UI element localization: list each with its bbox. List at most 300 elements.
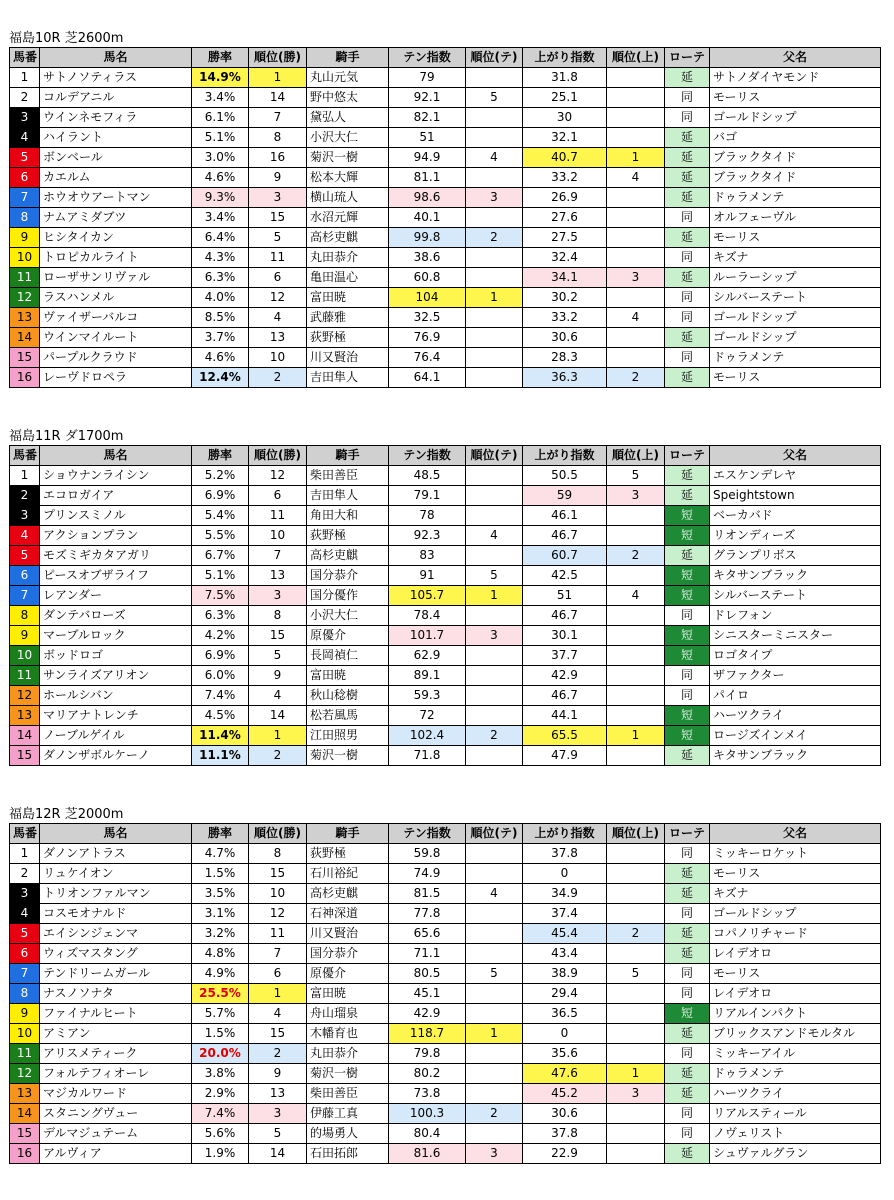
sire-cell: キズナ xyxy=(710,248,881,268)
rotation-cell: 短 xyxy=(665,706,710,726)
agari-rank-cell xyxy=(607,686,665,706)
horse-name-cell: ナスノソナタ xyxy=(40,984,192,1004)
horse-number-cell: 11 xyxy=(10,268,40,288)
race-title: 福島10R 芝2600m xyxy=(9,31,124,46)
horse-number-cell: 8 xyxy=(10,984,40,1004)
horse-name-cell: ハイラント xyxy=(40,128,192,148)
sire-cell: レイデオロ xyxy=(710,944,881,964)
agari-rank-cell xyxy=(607,706,665,726)
sire-cell: パイロ xyxy=(710,686,881,706)
agari-index-cell: 30.2 xyxy=(523,288,607,308)
agari-rank-cell xyxy=(607,208,665,228)
horse-number-cell: 4 xyxy=(10,904,40,924)
jockey-cell: 柴田善臣 xyxy=(307,1084,389,1104)
jockey-cell: 角田大和 xyxy=(307,506,389,526)
win-rank-cell: 12 xyxy=(249,288,307,308)
agari-rank-cell: 5 xyxy=(607,466,665,486)
agari-index-cell: 37.4 xyxy=(523,904,607,924)
horse-name-cell: エイシンジェンマ xyxy=(40,924,192,944)
win-rate-cell: 7.4% xyxy=(192,1104,249,1124)
ten-rank-cell: 1 xyxy=(466,586,523,606)
ten-index-cell: 77.8 xyxy=(389,904,466,924)
rotation-cell: 同 xyxy=(665,904,710,924)
ten-rank-cell: 2 xyxy=(466,1104,523,1124)
win-rank-cell: 14 xyxy=(249,1144,307,1164)
ten-rank-cell: 5 xyxy=(466,566,523,586)
agari-index-cell: 60.7 xyxy=(523,546,607,566)
win-rank-cell: 13 xyxy=(249,566,307,586)
ten-rank-cell xyxy=(466,646,523,666)
win-rate-cell: 6.0% xyxy=(192,666,249,686)
win-rate-cell: 5.7% xyxy=(192,1004,249,1024)
horse-number-cell: 2 xyxy=(10,864,40,884)
jockey-cell: 武藤雅 xyxy=(307,308,389,328)
horse-name-cell: スタニングヴュー xyxy=(40,1104,192,1124)
rotation-cell: 延 xyxy=(665,1064,710,1084)
ten-rank-cell xyxy=(466,368,523,388)
ten-index-cell: 38.6 xyxy=(389,248,466,268)
sire-cell: シルバーステート xyxy=(710,288,881,308)
win-rate-cell: 4.9% xyxy=(192,964,249,984)
ten-index-cell: 51 xyxy=(389,128,466,148)
horse-name-cell: ホールシバン xyxy=(40,686,192,706)
horse-number-cell: 12 xyxy=(10,1064,40,1084)
table-row xyxy=(10,128,881,148)
jockey-cell: 荻野極 xyxy=(307,526,389,546)
horse-name-cell: ショウナンライシン xyxy=(40,466,192,486)
horse-number-cell: 6 xyxy=(10,566,40,586)
sire-cell: モーリス xyxy=(710,228,881,248)
horse-name-cell: ホウオウアートマン xyxy=(40,188,192,208)
rotation-cell: 延 xyxy=(665,148,710,168)
col-header-agari-index: 上がり指数 xyxy=(523,824,607,844)
horse-number-cell: 1 xyxy=(10,68,40,88)
ten-rank-cell xyxy=(466,746,523,766)
jockey-cell: 吉田隼人 xyxy=(307,486,389,506)
agari-rank-cell xyxy=(607,984,665,1004)
agari-index-cell: 31.8 xyxy=(523,68,607,88)
ten-rank-cell xyxy=(466,606,523,626)
win-rank-cell: 3 xyxy=(249,188,307,208)
win-rank-cell: 15 xyxy=(249,864,307,884)
agari-rank-cell xyxy=(607,746,665,766)
agari-index-cell: 30.6 xyxy=(523,1104,607,1124)
jockey-cell: 木幡育也 xyxy=(307,1024,389,1044)
horse-number-cell: 1 xyxy=(10,844,40,864)
table-row xyxy=(10,566,881,586)
win-rank-cell: 6 xyxy=(249,486,307,506)
ten-index-cell: 73.8 xyxy=(389,1084,466,1104)
agari-rank-cell: 4 xyxy=(607,168,665,188)
jockey-cell: 富田暁 xyxy=(307,288,389,308)
horse-number-cell: 9 xyxy=(10,228,40,248)
sire-cell: キタサンブラック xyxy=(710,746,881,766)
ten-index-cell: 64.1 xyxy=(389,368,466,388)
col-header-win-rate: 勝率 xyxy=(192,824,249,844)
horse-number-cell: 16 xyxy=(10,368,40,388)
jockey-cell: 水沼元輝 xyxy=(307,208,389,228)
horse-number-cell: 1 xyxy=(10,466,40,486)
agari-index-cell: 36.5 xyxy=(523,1004,607,1024)
win-rate-cell: 4.2% xyxy=(192,626,249,646)
ten-index-cell: 62.9 xyxy=(389,646,466,666)
ten-rank-cell: 4 xyxy=(466,884,523,904)
jockey-cell: 国分優作 xyxy=(307,586,389,606)
agari-index-cell: 38.9 xyxy=(523,964,607,984)
table-row xyxy=(10,1104,881,1124)
win-rate-cell: 6.3% xyxy=(192,268,249,288)
win-rate-cell: 4.6% xyxy=(192,348,249,368)
win-rate-cell: 5.4% xyxy=(192,506,249,526)
ten-rank-cell xyxy=(466,706,523,726)
jockey-cell: 丸田恭介 xyxy=(307,1044,389,1064)
ten-index-cell: 71.1 xyxy=(389,944,466,964)
win-rate-cell: 5.1% xyxy=(192,566,249,586)
table-row xyxy=(10,248,881,268)
table-row xyxy=(10,646,881,666)
win-rate-cell: 6.9% xyxy=(192,486,249,506)
ten-rank-cell: 3 xyxy=(466,188,523,208)
horse-number-cell: 3 xyxy=(10,108,40,128)
win-rank-cell: 12 xyxy=(249,904,307,924)
table-row xyxy=(10,268,881,288)
rotation-cell: 短 xyxy=(665,566,710,586)
sire-cell: ゴールドシップ xyxy=(710,308,881,328)
agari-rank-cell xyxy=(607,944,665,964)
col-header-sire: 父名 xyxy=(710,824,881,844)
agari-rank-cell xyxy=(607,646,665,666)
table-row xyxy=(10,924,881,944)
jockey-cell: 石神深道 xyxy=(307,904,389,924)
horse-name-cell: ラスハンメル xyxy=(40,288,192,308)
rotation-cell: 短 xyxy=(665,526,710,546)
ten-index-cell: 81.6 xyxy=(389,1144,466,1164)
horse-number-cell: 8 xyxy=(10,208,40,228)
agari-rank-cell xyxy=(607,288,665,308)
win-rank-cell: 6 xyxy=(249,268,307,288)
rotation-cell: 延 xyxy=(665,924,710,944)
win-rank-cell: 15 xyxy=(249,208,307,228)
win-rate-cell: 9.3% xyxy=(192,188,249,208)
header-row xyxy=(10,48,881,68)
agari-rank-cell xyxy=(607,844,665,864)
table-row xyxy=(10,626,881,646)
table-row xyxy=(10,606,881,626)
sire-cell: サトノダイヤモンド xyxy=(710,68,881,88)
win-rate-cell: 3.4% xyxy=(192,208,249,228)
rotation-cell: 同 xyxy=(665,964,710,984)
ten-index-cell: 98.6 xyxy=(389,188,466,208)
ten-rank-cell xyxy=(466,108,523,128)
win-rate-cell: 3.7% xyxy=(192,328,249,348)
win-rate-cell: 1.5% xyxy=(192,1024,249,1044)
rotation-cell: 同 xyxy=(665,308,710,328)
horse-name-cell: エコロガイア xyxy=(40,486,192,506)
horse-number-cell: 7 xyxy=(10,964,40,984)
agari-rank-cell: 5 xyxy=(607,964,665,984)
table-row xyxy=(10,88,881,108)
horse-name-cell: ボンベール xyxy=(40,148,192,168)
agari-index-cell: 30 xyxy=(523,108,607,128)
win-rate-cell: 6.7% xyxy=(192,546,249,566)
horse-number-cell: 15 xyxy=(10,1124,40,1144)
agari-index-cell: 27.5 xyxy=(523,228,607,248)
horse-number-cell: 14 xyxy=(10,1104,40,1124)
jockey-cell: 石田拓郎 xyxy=(307,1144,389,1164)
col-header-win-rank: 順位(勝) xyxy=(249,824,307,844)
rotation-cell: 延 xyxy=(665,546,710,566)
jockey-cell: 吉田隼人 xyxy=(307,368,389,388)
sire-cell: リアルインパクト xyxy=(710,1004,881,1024)
agari-index-cell: 26.9 xyxy=(523,188,607,208)
agari-index-cell: 33.2 xyxy=(523,168,607,188)
win-rank-cell: 7 xyxy=(249,944,307,964)
sire-cell: レイデオロ xyxy=(710,984,881,1004)
win-rank-cell: 12 xyxy=(249,466,307,486)
agari-rank-cell xyxy=(607,108,665,128)
sire-cell: バゴ xyxy=(710,128,881,148)
table-row xyxy=(10,944,881,964)
col-header-ten-index: テン指数 xyxy=(389,446,466,466)
jockey-cell: 柴田善臣 xyxy=(307,466,389,486)
rotation-cell: 延 xyxy=(665,368,710,388)
ten-rank-cell xyxy=(466,1004,523,1024)
horse-number-cell: 10 xyxy=(10,248,40,268)
col-header-agari-index: 上がり指数 xyxy=(523,48,607,68)
jockey-cell: 原優介 xyxy=(307,626,389,646)
agari-index-cell: 27.6 xyxy=(523,208,607,228)
sire-cell: エスケンデレヤ xyxy=(710,466,881,486)
horse-number-cell: 7 xyxy=(10,586,40,606)
win-rank-cell: 11 xyxy=(249,506,307,526)
agari-index-cell: 30.6 xyxy=(523,328,607,348)
rotation-cell: 延 xyxy=(665,1024,710,1044)
ten-index-cell: 79 xyxy=(389,68,466,88)
rotation-cell: 短 xyxy=(665,726,710,746)
agari-rank-cell xyxy=(607,884,665,904)
sire-cell: ロゴタイプ xyxy=(710,646,881,666)
win-rate-cell: 3.4% xyxy=(192,88,249,108)
race-title: 福島12R 芝2000m xyxy=(9,807,124,822)
horse-number-cell: 5 xyxy=(10,148,40,168)
col-header-win-rate: 勝率 xyxy=(192,48,249,68)
ten-index-cell: 81.5 xyxy=(389,884,466,904)
horse-name-cell: アルヴィア xyxy=(40,1144,192,1164)
col-header-rotation: ローテ xyxy=(665,48,710,68)
horse-number-cell: 10 xyxy=(10,646,40,666)
win-rank-cell: 7 xyxy=(249,546,307,566)
rotation-cell: 同 xyxy=(665,844,710,864)
horse-number-cell: 14 xyxy=(10,726,40,746)
ten-rank-cell: 3 xyxy=(466,626,523,646)
win-rank-cell: 13 xyxy=(249,328,307,348)
win-rank-cell: 2 xyxy=(249,746,307,766)
ten-rank-cell xyxy=(466,466,523,486)
col-header-horse-name: 馬名 xyxy=(40,824,192,844)
table-row xyxy=(10,546,881,566)
table-row xyxy=(10,368,881,388)
win-rank-cell: 2 xyxy=(249,1044,307,1064)
ten-index-cell: 42.9 xyxy=(389,1004,466,1024)
horse-name-cell: トリオンファルマン xyxy=(40,884,192,904)
win-rate-cell: 4.8% xyxy=(192,944,249,964)
table-row xyxy=(10,68,881,88)
horse-number-cell: 4 xyxy=(10,128,40,148)
horse-name-cell: ボッドロゴ xyxy=(40,646,192,666)
horse-name-cell: ヒシタイカン xyxy=(40,228,192,248)
race-table xyxy=(9,445,881,766)
agari-index-cell: 45.2 xyxy=(523,1084,607,1104)
jockey-cell: 国分恭介 xyxy=(307,566,389,586)
win-rank-cell: 14 xyxy=(249,706,307,726)
table-row xyxy=(10,1024,881,1044)
win-rate-cell: 7.5% xyxy=(192,586,249,606)
win-rate-cell: 6.9% xyxy=(192,646,249,666)
jockey-cell: 丸田恭介 xyxy=(307,248,389,268)
win-rank-cell: 5 xyxy=(249,646,307,666)
ten-index-cell: 92.1 xyxy=(389,88,466,108)
horse-name-cell: ノーブルゲイル xyxy=(40,726,192,746)
agari-index-cell: 37.8 xyxy=(523,844,607,864)
sire-cell: リオンディーズ xyxy=(710,526,881,546)
horse-number-cell: 6 xyxy=(10,944,40,964)
sire-cell: ブリックスアンドモルタル xyxy=(710,1024,881,1044)
sire-cell: ブラックタイド xyxy=(710,168,881,188)
win-rate-cell: 6.3% xyxy=(192,606,249,626)
agari-rank-cell: 1 xyxy=(607,148,665,168)
jockey-cell: 原優介 xyxy=(307,964,389,984)
win-rank-cell: 5 xyxy=(249,228,307,248)
ten-index-cell: 82.1 xyxy=(389,108,466,128)
agari-rank-cell xyxy=(607,666,665,686)
ten-rank-cell: 4 xyxy=(466,526,523,546)
rotation-cell: 同 xyxy=(665,686,710,706)
rotation-cell: 同 xyxy=(665,666,710,686)
ten-rank-cell xyxy=(466,546,523,566)
horse-name-cell: レアンダー xyxy=(40,586,192,606)
rotation-cell: 同 xyxy=(665,1124,710,1144)
table-row xyxy=(10,308,881,328)
agari-rank-cell xyxy=(607,328,665,348)
rotation-cell: 延 xyxy=(665,188,710,208)
sire-cell: ミッキーロケット xyxy=(710,844,881,864)
agari-index-cell: 35.6 xyxy=(523,1044,607,1064)
rotation-cell: 延 xyxy=(665,1084,710,1104)
agari-index-cell: 46.7 xyxy=(523,606,607,626)
agari-rank-cell: 1 xyxy=(607,726,665,746)
sire-cell: キズナ xyxy=(710,884,881,904)
race-title: 福島11R ダ1700m xyxy=(9,429,124,444)
ten-rank-cell xyxy=(466,1044,523,1064)
ten-index-cell: 81.1 xyxy=(389,168,466,188)
horse-name-cell: デルマジュテーム xyxy=(40,1124,192,1144)
horse-name-cell: ウインネモフィラ xyxy=(40,108,192,128)
table-row xyxy=(10,1004,881,1024)
ten-rank-cell xyxy=(466,486,523,506)
horse-number-cell: 5 xyxy=(10,546,40,566)
ten-rank-cell: 1 xyxy=(466,288,523,308)
horse-name-cell: アリスメティーク xyxy=(40,1044,192,1064)
agari-index-cell: 32.1 xyxy=(523,128,607,148)
rotation-cell: 延 xyxy=(665,228,710,248)
rotation-cell: 短 xyxy=(665,626,710,646)
rotation-cell: 延 xyxy=(665,746,710,766)
rotation-cell: 短 xyxy=(665,506,710,526)
horse-number-cell: 11 xyxy=(10,666,40,686)
col-header-horse-name: 馬名 xyxy=(40,48,192,68)
win-rank-cell: 4 xyxy=(249,1004,307,1024)
win-rate-cell: 5.6% xyxy=(192,1124,249,1144)
rotation-cell: 同 xyxy=(665,288,710,308)
horse-name-cell: ダンテバローズ xyxy=(40,606,192,626)
win-rank-cell: 8 xyxy=(249,606,307,626)
ten-index-cell: 104 xyxy=(389,288,466,308)
table-row xyxy=(10,486,881,506)
win-rate-cell: 5.2% xyxy=(192,466,249,486)
jockey-cell: 荻野極 xyxy=(307,328,389,348)
agari-rank-cell xyxy=(607,228,665,248)
horse-number-cell: 7 xyxy=(10,188,40,208)
sire-cell: グランプリボス xyxy=(710,546,881,566)
jockey-cell: 舟山瑠泉 xyxy=(307,1004,389,1024)
horse-name-cell: テンドリームガール xyxy=(40,964,192,984)
rotation-cell: 同 xyxy=(665,1104,710,1124)
jockey-cell: 伊藤工真 xyxy=(307,1104,389,1124)
ten-rank-cell xyxy=(466,168,523,188)
agari-index-cell: 0 xyxy=(523,864,607,884)
table-row xyxy=(10,1044,881,1064)
agari-rank-cell xyxy=(607,606,665,626)
win-rate-cell: 3.1% xyxy=(192,904,249,924)
horse-number-cell: 13 xyxy=(10,308,40,328)
ten-index-cell: 78 xyxy=(389,506,466,526)
win-rate-cell: 8.5% xyxy=(192,308,249,328)
rotation-cell: 同 xyxy=(665,248,710,268)
win-rank-cell: 6 xyxy=(249,964,307,984)
sire-cell: ルーラーシップ xyxy=(710,268,881,288)
horse-name-cell: フォルテフィオーレ xyxy=(40,1064,192,1084)
table-row xyxy=(10,1084,881,1104)
ten-rank-cell xyxy=(466,68,523,88)
win-rank-cell: 9 xyxy=(249,666,307,686)
jockey-cell: 荻野極 xyxy=(307,844,389,864)
ten-rank-cell xyxy=(466,506,523,526)
col-header-horse-number: 馬番 xyxy=(10,446,40,466)
horse-number-cell: 2 xyxy=(10,88,40,108)
table-row xyxy=(10,884,881,904)
ten-index-cell: 80.4 xyxy=(389,1124,466,1144)
win-rate-cell: 11.4% xyxy=(192,726,249,746)
agari-rank-cell xyxy=(607,904,665,924)
horse-name-cell: カエルム xyxy=(40,168,192,188)
horse-name-cell: マジカルワード xyxy=(40,1084,192,1104)
ten-rank-cell xyxy=(466,904,523,924)
ten-index-cell: 59.8 xyxy=(389,844,466,864)
col-header-ten-rank: 順位(テ) xyxy=(466,48,523,68)
sire-cell: ブラックタイド xyxy=(710,148,881,168)
col-header-horse-name: 馬名 xyxy=(40,446,192,466)
horse-name-cell: トロピカルライト xyxy=(40,248,192,268)
table-row xyxy=(10,746,881,766)
horse-name-cell: ローザサンリヴァル xyxy=(40,268,192,288)
jockey-cell: 川又賢治 xyxy=(307,924,389,944)
table-row xyxy=(10,666,881,686)
horse-number-cell: 12 xyxy=(10,288,40,308)
agari-index-cell: 25.1 xyxy=(523,88,607,108)
ten-index-cell: 79.8 xyxy=(389,1044,466,1064)
jockey-cell: 秋山稔樹 xyxy=(307,686,389,706)
rotation-cell: 延 xyxy=(665,864,710,884)
